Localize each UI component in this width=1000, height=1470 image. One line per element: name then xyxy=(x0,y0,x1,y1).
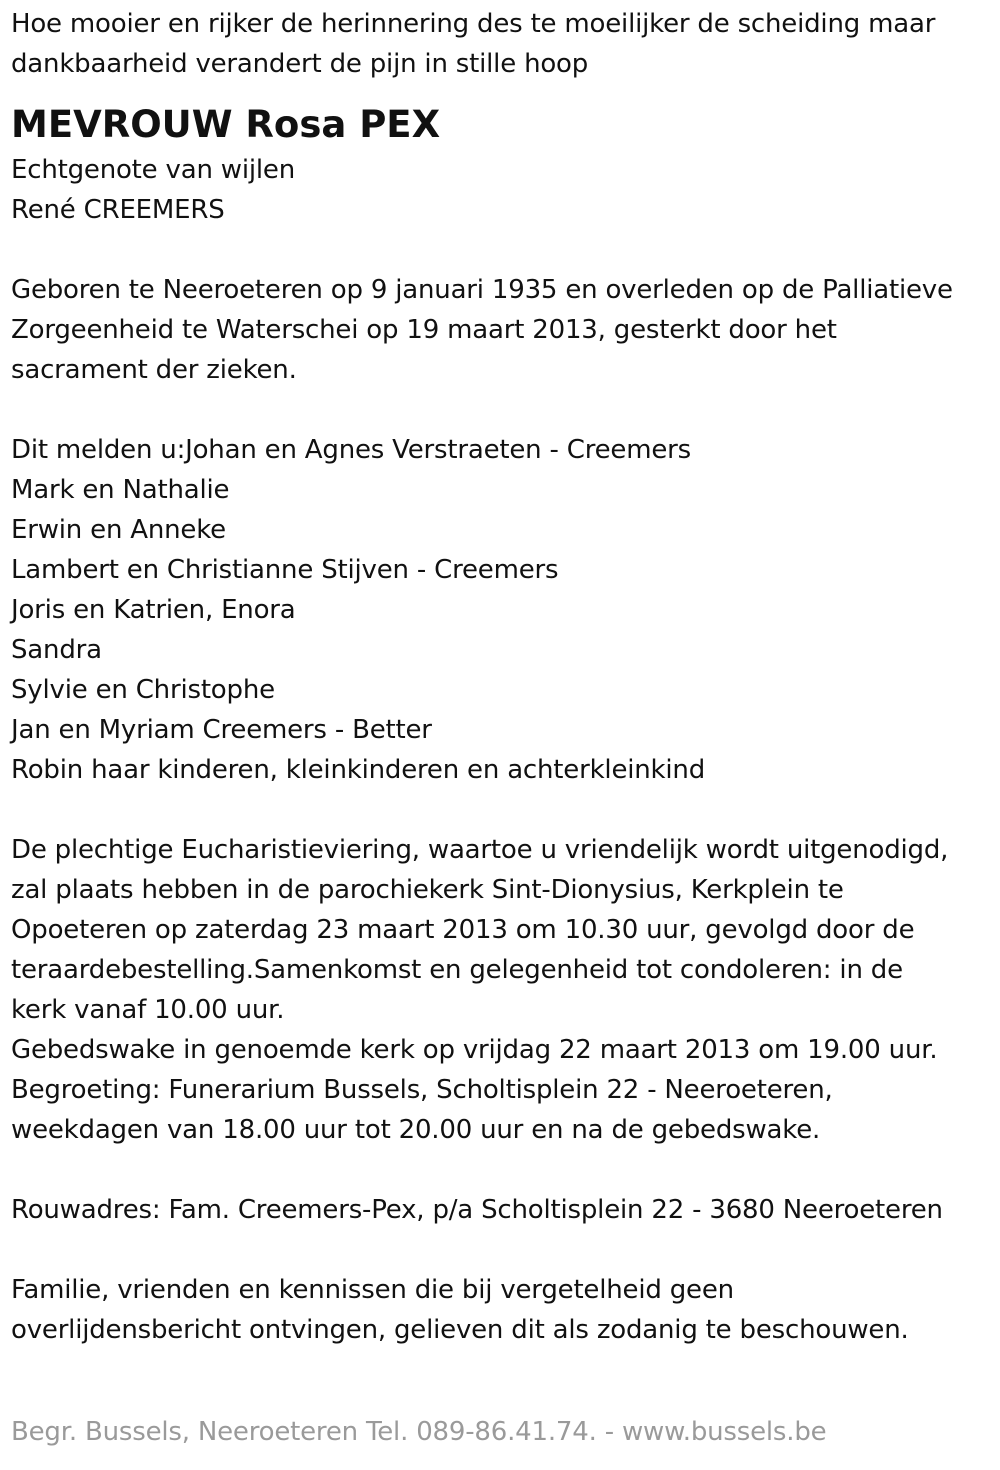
spacer xyxy=(11,790,1000,830)
motto-line: Hoe mooier en rijker de herinnering des te moeilijker de scheiding maar xyxy=(11,9,936,39)
birth-death-line: Zorgeenheid te Waterschei op 19 maart 2013, gesterkt door het xyxy=(11,315,837,345)
family-line: Robin haar kinderen, kleinkinderen en achterkleinkind xyxy=(11,755,706,785)
service-line: weekdagen van 18.00 uur tot 20.00 uur en na de gebedswake. xyxy=(11,1115,821,1145)
service-line: De plechtige Eucharistieviering, waartoe u vriendelijk wordt uitgenodigd, xyxy=(11,835,949,865)
service-line: zal plaats hebben in de parochiekerk Sint-Dionysius, Kerkplein te xyxy=(11,875,844,905)
family-line: Joris en Katrien, Enora xyxy=(11,595,296,625)
motto-line: dankbaarheid verandert de pijn in stille hoop xyxy=(11,49,589,79)
spacer xyxy=(11,1230,1000,1270)
family-line: Sandra xyxy=(11,635,102,665)
closing-line: overlijdensbericht ontvingen, gelieven dit als zodanig te beschouwen. xyxy=(11,1315,909,1345)
closing-line: Familie, vrienden en kennissen die bij vergetelheid geen xyxy=(11,1275,734,1305)
service-line: Begroeting: Funerarium Bussels, Scholtisplein 22 - Neeroeteren, xyxy=(11,1075,833,1105)
birth-death-line: Geboren te Neeroeteren op 9 januari 1935 en overleden op de Palliatieve xyxy=(11,275,953,305)
service-line: teraardebestelling.Samenkomst en gelegenheid tot condoleren: in de xyxy=(11,955,903,985)
spouse-line: René CREEMERS xyxy=(11,195,225,225)
family-line: Dit melden u:Johan en Agnes Verstraeten - Creemers xyxy=(11,435,691,465)
spouse-line: Echtgenote van wijlen xyxy=(11,155,296,185)
funeral-home-footer: Begr. Bussels, Neeroeteren Tel. 089-86.41.74. - www.bussels.be xyxy=(11,1417,827,1447)
service-line: Opoeteren op zaterdag 23 maart 2013 om 10.30 uur, gevolgd door de xyxy=(11,915,915,945)
family-line: Jan en Myriam Creemers - Better xyxy=(11,715,432,745)
spacer xyxy=(11,230,1000,270)
birth-death-line: sacrament der zieken. xyxy=(11,355,297,385)
family-line: Erwin en Anneke xyxy=(11,515,226,545)
family-line: Sylvie en Christophe xyxy=(11,675,275,705)
family-line: Mark en Nathalie xyxy=(11,475,230,505)
service-line: kerk vanaf 10.00 uur. xyxy=(11,995,285,1025)
spacer xyxy=(11,390,1000,430)
family-line: Lambert en Christianne Stijven - Creemers xyxy=(11,555,559,585)
spacer xyxy=(11,1150,1000,1190)
mourning-address: Rouwadres: Fam. Creemers-Pex, p/a Scholtisplein 22 - 3680 Neeroeteren xyxy=(11,1195,943,1225)
service-line: Gebedswake in genoemde kerk op vrijdag 22 maart 2013 om 19.00 uur. xyxy=(11,1035,938,1065)
deceased-name: MEVROUW Rosa PEX xyxy=(11,103,441,146)
